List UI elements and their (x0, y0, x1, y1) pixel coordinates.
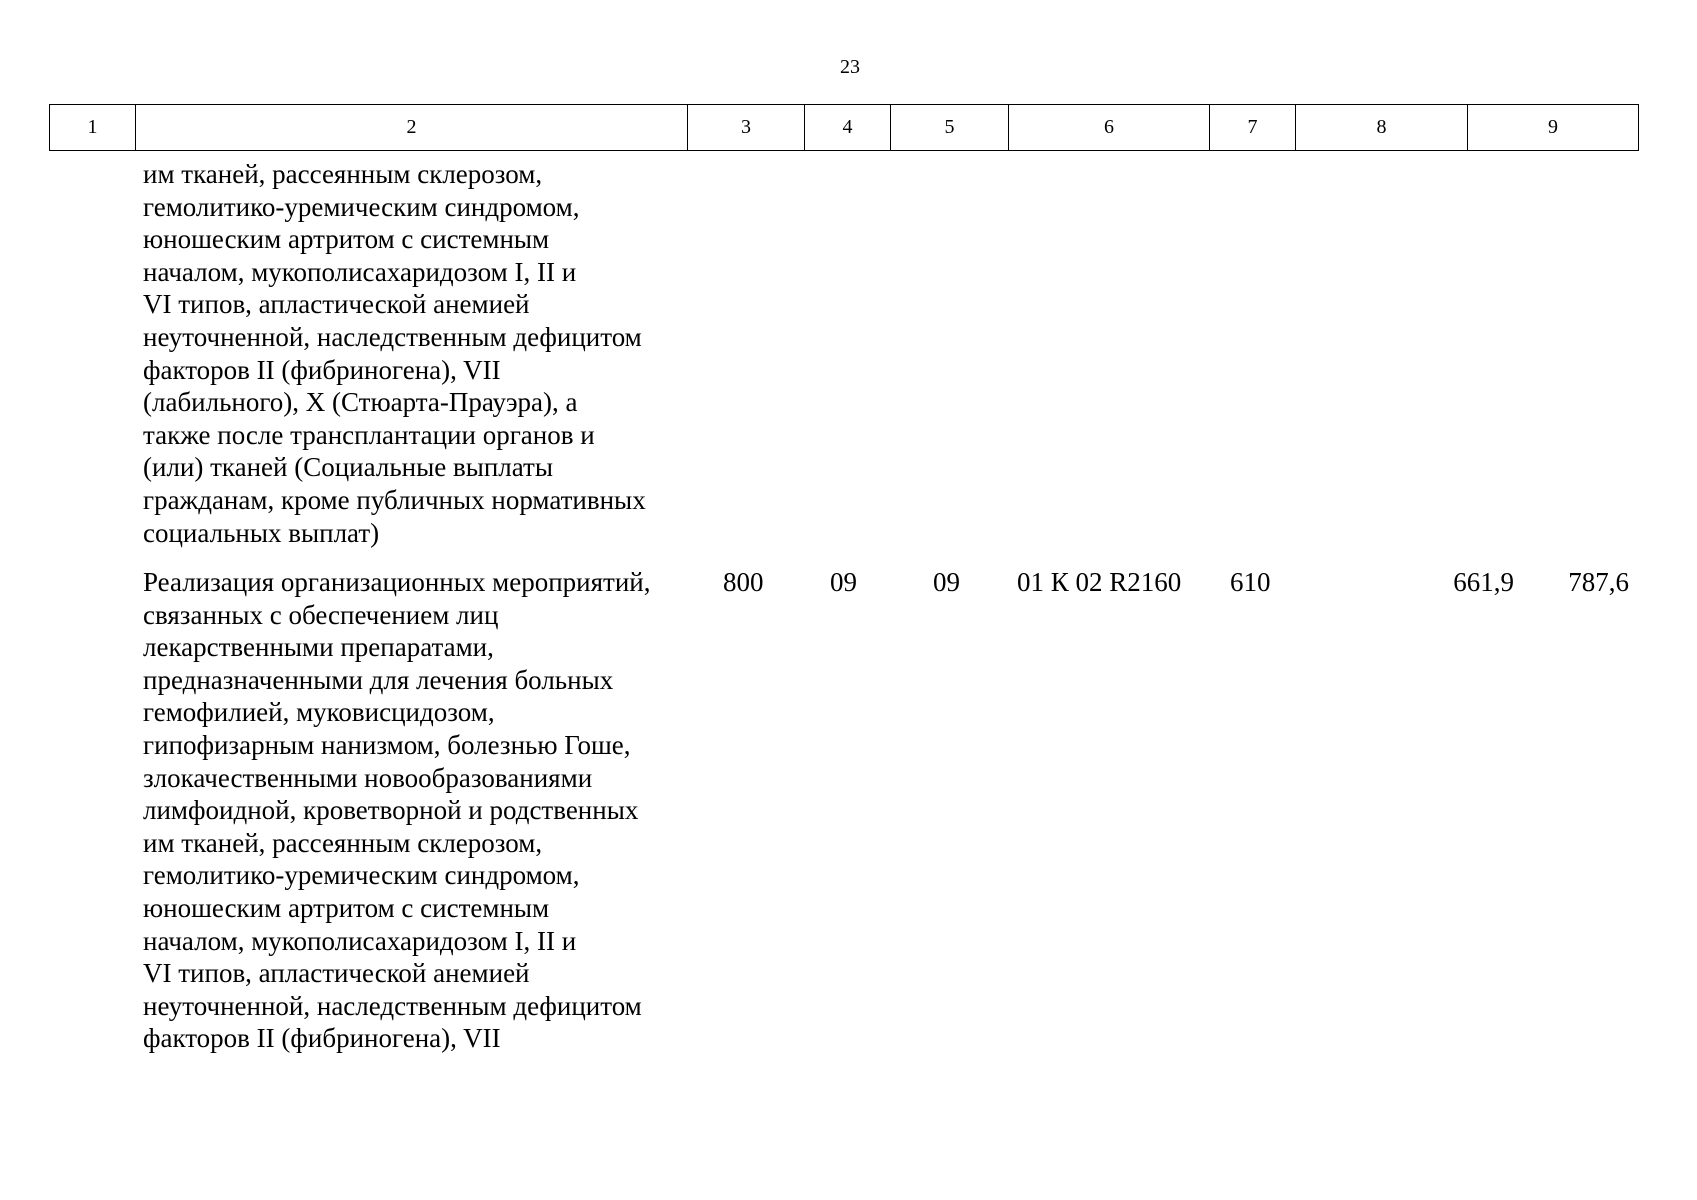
column-number-3: 3 (688, 105, 805, 151)
row-description (143, 158, 723, 549)
cell-col-5: 09 (933, 567, 960, 597)
description-line: VI типов, апластической анемией (143, 289, 530, 320)
column-number-4: 4 (805, 105, 891, 151)
cell-col-8: 661,9 (1453, 567, 1514, 597)
description-line: началом, мукополисахаридозом I, II и (143, 925, 577, 956)
column-number-1: 1 (50, 105, 136, 151)
description-line: им тканей, рассеянным склерозом, (143, 159, 543, 189)
column-number-6: 6 (1009, 105, 1210, 151)
cell-col-6: 01 К 02 R2160 (1017, 567, 1182, 597)
description-line: VI типов, апластической анемией (143, 958, 530, 989)
description-line: предназначенными для лечения больных (143, 664, 614, 695)
cell-col-7: 610 (1230, 567, 1271, 597)
row-description (143, 566, 723, 1055)
description-line: лекарственными препаратами, (143, 632, 494, 663)
description-line: гемолитико-уремическим синдромом, (143, 860, 580, 891)
column-number-9: 9 (1468, 105, 1639, 151)
cell-col-4: 09 (830, 567, 857, 597)
description-line: также после трансплантации органов и (143, 419, 595, 450)
description-line: лимфоидной, кроветворной и родственных (143, 795, 639, 826)
column-number-2: 2 (136, 105, 688, 151)
description-line: им тканей, рассеянным склерозом, (143, 827, 543, 858)
cell-col-9: 787,6 (1568, 567, 1629, 597)
column-number-7: 7 (1210, 105, 1296, 151)
column-number-8: 8 (1296, 105, 1468, 151)
description-line: гемофилией, муковисцидозом, (143, 697, 495, 728)
description-line: (лабильного), X (Стюарта-Прауэра), а (143, 387, 578, 418)
cell-col-3: 800 (723, 567, 764, 597)
description-line: связанных с обеспечением лиц (143, 599, 499, 630)
description-line: гипофизарным нанизмом, болезнью Гоше, (143, 729, 631, 760)
description-line: неуточненной, наследственным дефицитом (143, 321, 642, 352)
description-line: началом, мукополисахаридозом I, II и (143, 256, 577, 287)
description-line: злокачественными новообразованиями (143, 762, 593, 793)
description-line: юношеским артритом с системным (143, 224, 550, 255)
description-line: (или) тканей (Социальные выплаты (143, 452, 553, 483)
description-line: гемолитико-уремическим синдромом, (143, 191, 580, 222)
description-line: неуточненной, наследственным дефицитом (143, 990, 642, 1021)
column-header-row (49, 104, 1639, 151)
column-number-5: 5 (891, 105, 1009, 151)
description-line: факторов II (фибриногена), VII (143, 1023, 501, 1054)
description-line: факторов II (фибриногена), VII (143, 354, 501, 385)
description-line: юношеским артритом с системным (143, 892, 550, 923)
description-line: гражданам, кроме публичных нормативных (143, 484, 646, 515)
description-line: Реализация организационных мероприятий, (143, 567, 651, 597)
description-line: социальных выплат) (143, 517, 380, 548)
